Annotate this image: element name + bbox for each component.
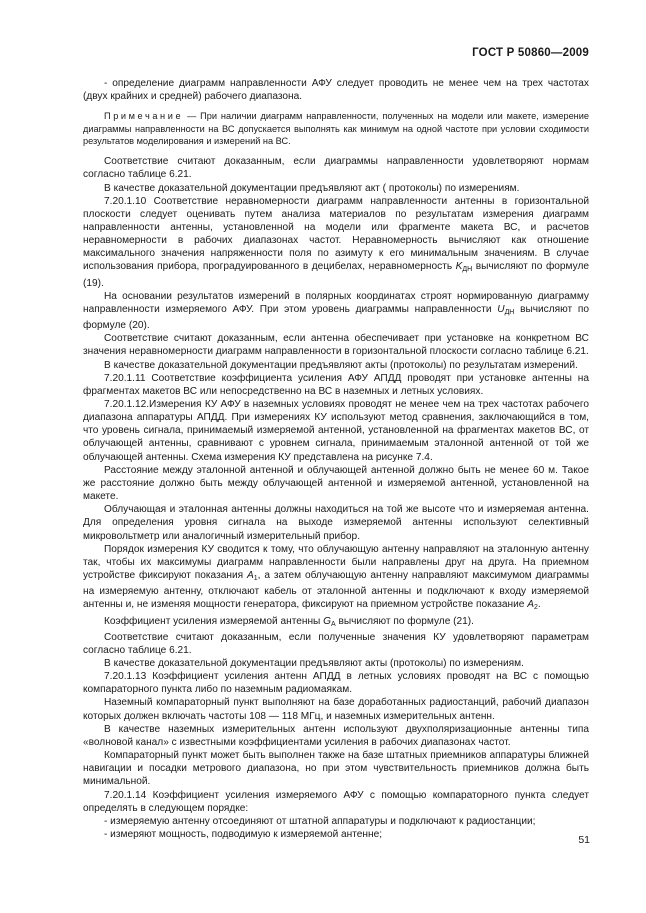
- symbol-a1-main: A: [246, 570, 254, 582]
- symbol-a2-sub: 2: [533, 604, 538, 612]
- paragraph: В качестве доказательной документации предъявляют акты (протоколы) по результатам измерений.: [104, 359, 578, 371]
- paragraph-text: Коэффициент усиления измеряемой антенны: [104, 615, 324, 627]
- paragraph: [83, 195, 589, 290]
- paragraph: 7.20.1.11 Соответствие коэффициента усиления АФУ АПДД проводят при установке антенны на фрагментах макетов ВС или непосредственно на ВС в наземных и летных условиях.: [83, 372, 589, 397]
- note-dash: —: [183, 111, 201, 122]
- paragraph: Соответствие считают доказанным, если полученные значения КУ удовлетворяют параметрам согласно таблице 6.21.: [83, 631, 589, 656]
- paragraph: Соответствие считают доказанным, если антенна обеспечивает при установке на конкретном ВС значения неравномерности диаграмм направленности в горизонтальной плоскости согласно таблице 6.21.: [83, 333, 589, 358]
- paragraph-text: вычисляют по формуле (19).: [83, 261, 589, 289]
- note-paragraph: [83, 110, 589, 147]
- note-text: При наличии диаграмм направленности, полученных на модели или макете, измерение диаграммы направленности на ВС допускается выполнять как минимум на одной частоте при условии сходимости результатов моделирования и измерений на ВС.: [83, 111, 589, 146]
- symbol-k-sub: ДН: [462, 266, 473, 274]
- paragraph: В качестве наземных измерительных антенн используют двухполяризационные антенны типа «волновой канал» с известными коэффициентами усиления в рабочих диапазонах частот.: [83, 723, 589, 748]
- symbol-a2-main: A: [527, 599, 534, 611]
- list-item: - измеряемую антенну отсоединяют от штатной аппаратуры и подключают к радиостанции;: [104, 815, 536, 827]
- paragraph: 7.20.1.14 Коэффициент усиления измеряемого АФУ с помощью компараторного пункта следует определять в следующем порядке:: [83, 789, 589, 814]
- paragraph: Компараторный пункт может быть выполнен также на базе штатных приемников аппаратуры ближней навигации и посадки метрового диапазона, но при этом чувствительность приемников должна быть минимальной.: [83, 750, 589, 788]
- paragraph: Облучающая и эталонная антенны должны находиться на той же высоте что и измеряемая антенна. Для определения уровня сигнала на выходе измеряемой антенны используют селективный микровольтметр или аналогичный измерительный прибор.: [83, 504, 589, 542]
- page-body: [83, 77, 589, 841]
- paragraph: В качестве доказательной документации предъявляют акты (протоколы) по измерениям.: [104, 657, 524, 669]
- paragraph-text: , а затем облучающую антенну направляют максимумом диаграммы на измеряемую антенну, отключают кабель от эталонной антенны и подключают к входу измеряемой антенны и, не изменяя мощности генератора, фиксируют на приемном устройстве показание: [83, 570, 589, 611]
- list-item: - измеряют мощность, подводимую к измеряемой антенне;: [104, 829, 383, 841]
- paragraph-text: 7.20.1.10 Соответствие неравномерности диаграмм направленности антенны в горизонтальной плоскости следует оценивать путем анализа материалов по результатам измерения диаграмм направленности антенны, установленной на модели или фрагменте макета ВС, и расчетов неравномерности в рабочих диапазонах частот. Неравномерность вычисляют как отношение максимального значения напряженности поля по азимуту к его минимальным значениям. В случае использования прибора, проградуированного в децибелах, неравномерность: [83, 195, 589, 273]
- paragraph-text: На основании результатов измерений в полярных координатах строят нормированную диаграмму направленности измеряемого АФУ. При этом уровень диаграммы направленности: [83, 290, 589, 315]
- paragraph: - определение диаграмм направленности АФУ следует проводить не менее чем на трех частотах (двух крайних и средней) рабочего диапазона.: [83, 78, 589, 103]
- paragraph: [83, 290, 589, 332]
- paragraph: Наземный компараторный пункт выполняют на базе доработанных радиостанций, рабочий диапазон которых должен включать частоты 108 — 118 МГц, и наземных измерительных антенн.: [83, 697, 589, 722]
- paragraph-text: вычисляют по формуле (21).: [335, 615, 474, 627]
- symbol-u-main: U: [497, 303, 505, 315]
- symbol-ga-main: G: [323, 615, 332, 627]
- paragraph: 7.20.1.13 Коэффициент усиления антенн АПДД в летных условиях проводят на ВС с помощью компараторного пункта либо по наземным радиомаякам.: [83, 671, 589, 696]
- paragraph: Соответствие считают доказанным, если диаграммы направленности удовлетворяют нормам согласно таблице 6.21.: [83, 156, 589, 181]
- symbol-a1-sub: 1: [253, 575, 258, 583]
- paragraph: [83, 543, 589, 615]
- paragraph: [83, 615, 589, 631]
- symbol-ga-sub: A: [331, 620, 336, 628]
- paragraph: В качестве доказательной документации предъявляют акт ( протоколы) по измерениям.: [104, 182, 520, 194]
- symbol-u-sub: ДН: [504, 308, 515, 316]
- paragraph: Расстояние между эталонной антенной и облучающей антенной должно быть не менее 60 м. Такое же расстояние должно быть между облучающей антенной и измеряемой антенной, установленной на макете.: [83, 464, 589, 503]
- paragraph: 7.20.1.12.Измерения КУ АФУ в наземных условиях проводят не менее чем на трех частотах рабочего диапазона аппаратуры АПДД. При измерениях КУ используют метод сравнения, заключающийся в том, что уровень сигнала, принимаемый измеряемой антенной, установленной на фрагментах макетов ВС, от облучающей антенны, сравнивают с уровнем сигнала, принимаемым эталонной антенной от той же облучающей антенны. Схема измерения КУ представлена на рисунке 7.4.: [83, 399, 589, 463]
- paragraph-text: вычисляют по формуле (20).: [83, 303, 589, 332]
- page-number: 51: [578, 834, 590, 846]
- paragraph-text: Порядок измерения КУ сводится к тому, что облучающую антенну направляют на эталонную антенну так, чтобы их максимумы диаграмм направленности были направлены друг на друга. На приемном устройстве фиксируют показания: [83, 543, 589, 582]
- document-code: ГОСТ Р 50860—2009: [472, 47, 589, 59]
- note-label: Примечание: [104, 111, 184, 122]
- paragraph-text: .: [537, 599, 541, 611]
- symbol-k-main: K: [455, 261, 463, 273]
